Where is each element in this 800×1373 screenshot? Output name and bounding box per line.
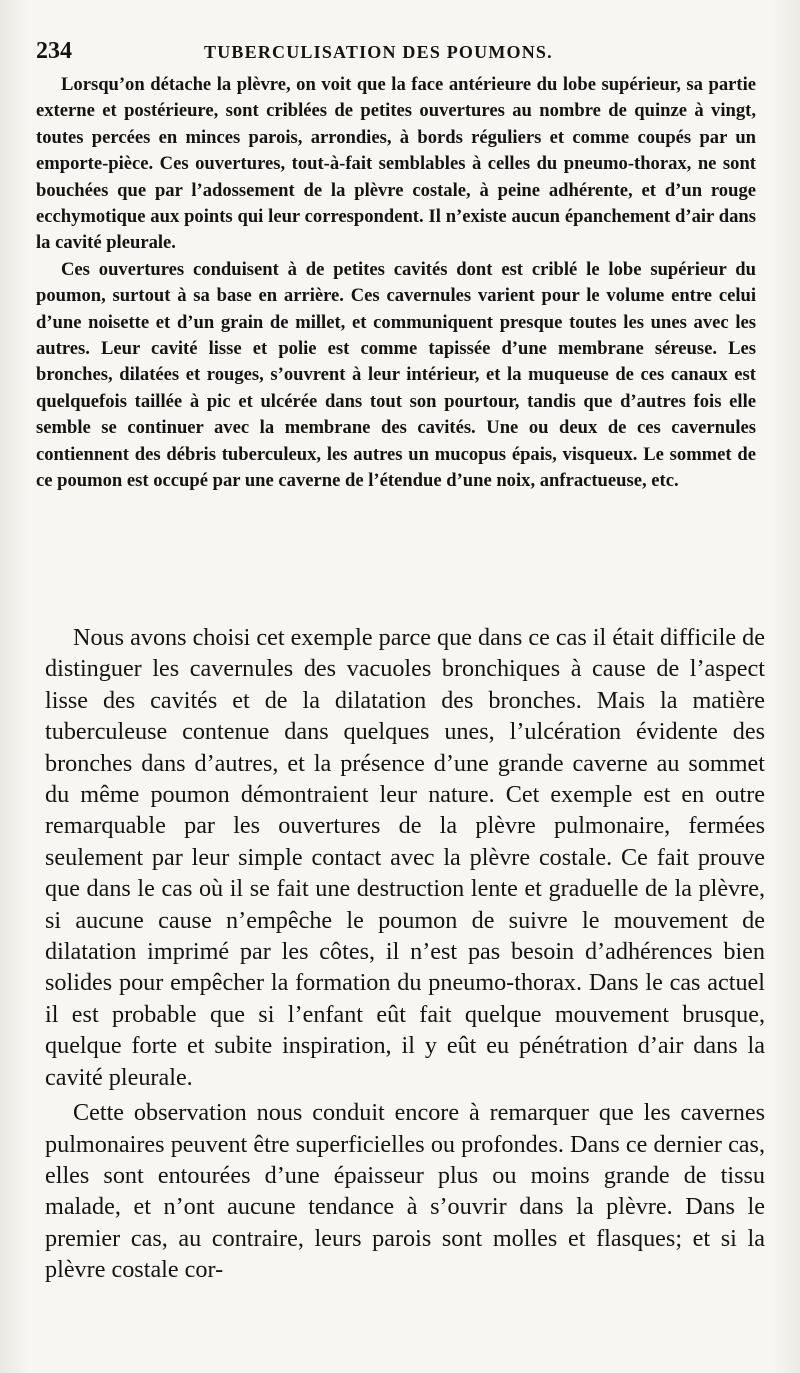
page-number: 234: [36, 38, 72, 64]
commentary-text: [45, 622, 765, 1286]
observation-paragraph: Lorsqu’on détache la plèvre, on voit que la face antérieure du lobe supérieur, sa partie externe et postérieure, sont criblées de petites ouvertures au nombre de quinze à vingt, toutes percées en minces parois, arrondies, à bords réguliers et comme coupés par un emporte-pièce. Ces ouvertures, tout-à-fait semblables à celles du pneumo-thorax, ne sont bouchées que par l’adossement de la plèvre costale, à peine adhérente, et d’un rouge ecchymotique aux points qui leur correspondent. Il n’existe aucun épanchement d’air dans la cavité pleurale.: [36, 74, 756, 254]
observation-paragraph: Ces ouvertures conduisent à de petites cavités dont est criblé le lobe supérieur du poumon, surtout à sa base en arrière. Ces cavernules varient pour le volume entre celui d’une noisette et d’un grain de millet, et communiquent presque toutes les unes avec les autres. Leur cavité lisse et polie est comme tapissée d’une membrane séreuse. Les bronches, dilatées et rouges, s’ouvrent à leur intérieur, et la muqueuse de ces canaux est quelquefois taillée à pic et ulcérée dans tout son pourtour, tandis que d’autres fois elle semble se continuer avec la membrane des cavités. Une ou deux de ces cavernules contiennent des débris tuberculeux, les autres un mucopus épais, visqueux. Le sommet de ce poumon est occupé par une caverne de l’étendue d’une noix, anfractueuse, etc.: [36, 258, 756, 492]
running-title: TUBERCULISATION DES POUMONS.: [204, 42, 553, 62]
commentary-paragraph: Nous avons choisi cet exemple parce que dans ce cas il était difficile de distinguer les cavernules des vacuoles bronchiques à cause de l’aspect lisse des cavités et de la dilatation des bronches. Mais la matière tuberculeuse contenue dans quelques unes, l’ulcération évidente des bronches dans d’autres, et la présence d’une grande caverne au sommet du même poumon démontraient leur nature. Cet exemple est en outre remarquable par les ouvertures de la plèvre pulmonaire, fermées seulement par leur simple contact avec la plèvre costale. Ce fait prouve que dans le cas où il se fait une destruction lente et graduelle de la plèvre, si aucune cause n’empêche le poumon de suivre le mouvement de dilatation imprimé par les côtes, il n’est pas besoin d’adhérences bien solides pour empêcher la formation du pneumo-thorax. Dans le cas actuel il est probable que si l’enfant eût fait quelque mouvement brusque, quelque forte et subite inspiration, il y eût eu pénétration d’air dans la cavité pleurale.: [45, 624, 765, 1091]
page-header: [36, 38, 752, 68]
commentary-paragraph: Cette observation nous conduit encore à remarquer que les cavernes pulmonaires peuvent être superficielles ou profondes. Dans ce dernier cas, elles sont entourées d’une épaisseur plus ou moins grande de tissu malade, et n’ont aucune tendance à s’ouvrir dans la plèvre. Dans le premier cas, au contraire, leurs parois sont molles et flasques; et si la plèvre costale cor-: [45, 1099, 765, 1284]
observation-text: [36, 72, 756, 495]
